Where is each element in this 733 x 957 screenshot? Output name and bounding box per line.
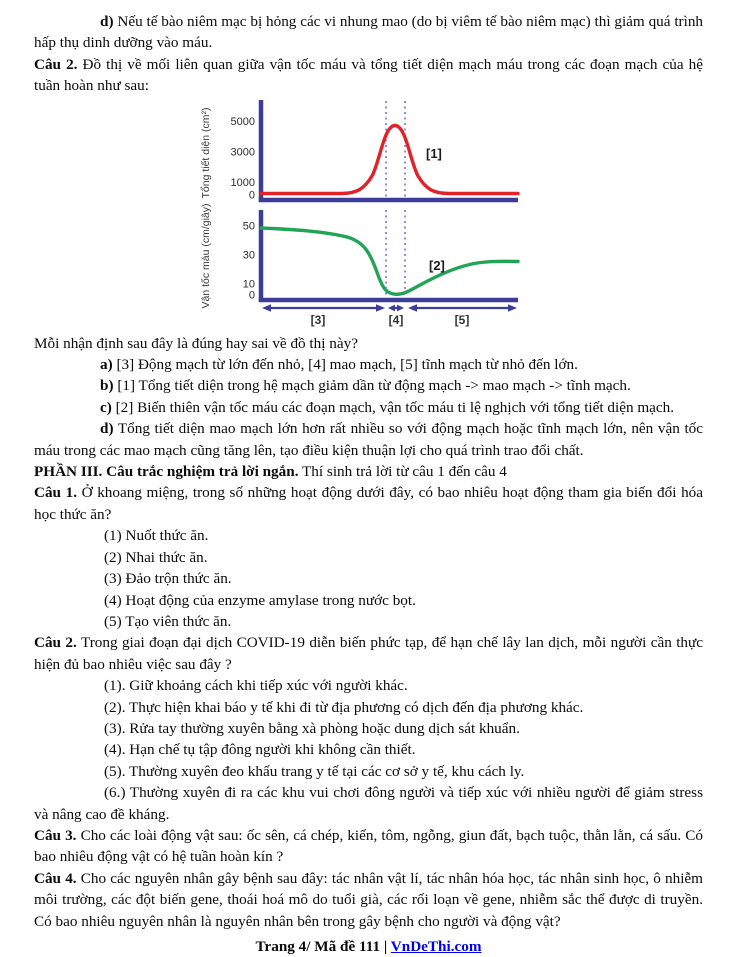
velocity-curve xyxy=(261,228,518,294)
q1-option-1: (1) Nuốt thức ăn. xyxy=(104,527,209,545)
question-3 xyxy=(34,825,703,868)
statement-d-marker: d) xyxy=(100,420,114,438)
bottom-y-ticks xyxy=(243,220,255,301)
segment-labels xyxy=(311,313,470,327)
segment-label-3: [3] xyxy=(310,312,326,327)
question-3-marker: Câu 3. xyxy=(34,826,77,844)
question-4-text: Cho các nguyên nhân gây bệnh sau đây: tác nhân vật lí, tác nhân hóa học, tác nhân sinh học, ô nhiễm môi trường, các đột biến gene, thoái hoá mô do tuổi già, các rối loạn về gene, nhiễm sắc thể được di truyền. Có bao nhiêu nguyên nhân là nguyên nhân bên trong gây bệnh cho người và động vật? xyxy=(34,869,703,930)
tick-5000: 5000 xyxy=(230,115,255,128)
statement-a-text: [3] Động mạch từ lớn đến nhỏ, [4] mao mạch, [5] tĩnh mạch từ nhỏ đến lớn. xyxy=(116,356,578,374)
tick-0-bottom: 0 xyxy=(248,289,255,302)
tick-10: 10 xyxy=(242,278,255,291)
question-2-marker: Câu 2. xyxy=(34,634,77,652)
vein-arrowhead-right xyxy=(508,304,517,312)
q1-option-3: (3) Đảo trộn thức ăn. xyxy=(104,570,232,588)
q1-option-4: (4) Hoạt động của enzyme amylase trong nước bọt. xyxy=(104,591,416,609)
curve1-label: [1] xyxy=(426,145,442,161)
question-4-marker: Câu 4. xyxy=(34,869,77,887)
prompt-line: Mỗi nhận định sau đây là đúng hay sai về đồ thị này? xyxy=(34,334,358,352)
vndethi-link[interactable]: VnDeThi.com xyxy=(390,938,482,955)
tick-3000: 3000 xyxy=(230,146,255,159)
statement-b-marker: b) xyxy=(100,377,114,395)
note-d-text: Nếu tế bào niêm mạc bị hỏng các vi nhung mao (do bị viêm tế bào niêm mạc) thì giảm quá trình hấp thụ dinh dưỡng vào máu. xyxy=(34,13,704,52)
q2-option-2: (2). Thực hiện khai báo y tế khi đi từ địa phương có dịch đến địa phương khác. xyxy=(104,698,584,716)
statement-a-marker: a) xyxy=(100,356,113,374)
question-1 xyxy=(34,482,703,525)
question-1-marker: Câu 1. xyxy=(34,484,78,502)
statement-b-text: [1] Tổng tiết diện trong hệ mạch giảm dần từ động mạch -> mao mạch -> tĩnh mạch. xyxy=(117,377,631,395)
part3-subtitle: Thí sinh trả lời từ câu 1 đến câu 4 xyxy=(302,463,507,481)
q1-option-5: (5) Tạo viên thức ăn. xyxy=(104,612,232,630)
q2-option-1: (1). Giữ khoảng cách khi tiếp xúc với người khác. xyxy=(104,677,408,695)
artery-arrowhead-left xyxy=(262,304,271,312)
note-d-marker: d) xyxy=(100,13,114,30)
segment-label-5: [5] xyxy=(454,312,470,327)
q2-option-5: (5). Thường xuyên đeo khẩu trang y tế tại các cơ sở y tế, khu cách ly. xyxy=(104,762,525,780)
statement-c-marker: c) xyxy=(100,398,112,416)
tick-1000: 1000 xyxy=(230,176,255,189)
statement-c xyxy=(34,397,703,418)
question-2 xyxy=(34,632,703,675)
statement-c-text: [2] Biến thiên vận tốc máu các đoạn mạch, vận tốc máu ti lệ nghịch với tổng tiết diện mạch. xyxy=(115,398,675,416)
q2-option-4: (4). Hạn chế tụ tập đông người khi không cần thiết. xyxy=(104,741,416,759)
footer-page-label: Trang 4/ Mã đề 111 | xyxy=(255,938,388,955)
question-4 xyxy=(34,868,703,932)
question-2-text: Trong giai đoạn đại dịch COVID-19 diễn biến phức tạp, để hạn chế lây lan dịch, mỗi người cần thực hiện đủ bao nhiêu việc sau đây ? xyxy=(34,634,703,673)
tick-50: 50 xyxy=(242,220,255,233)
bottom-chart xyxy=(200,203,518,308)
top-y-ticks xyxy=(231,116,255,202)
question2-marker: Câu 2. xyxy=(34,55,78,73)
q1-option-2: (2) Nhai thức ăn. xyxy=(104,548,208,566)
q2-option-3: (3). Rửa tay thường xuyên bằng xà phòng hoặc dung dịch sát khuẩn. xyxy=(104,719,520,737)
tick-0-top: 0 xyxy=(248,189,255,202)
question2-text: Đồ thị về mối liên quan giữa vận tốc máu và tổng tiết diện mạch máu trong các đoạn mạch của hệ tuần hoàn như sau: xyxy=(34,55,704,95)
vessel-segment-arrows xyxy=(262,304,517,312)
top-chart xyxy=(200,100,518,202)
cross-section-curve xyxy=(261,125,518,193)
artery-arrowhead-right xyxy=(376,304,385,312)
statement-a xyxy=(34,354,703,375)
bottom-y-axis-label: Vận tốc máu (cm/giây) xyxy=(200,203,212,309)
blood-vessel-chart xyxy=(195,98,527,328)
question-3-text: Cho các loài động vật sau: ốc sên, cá chép, kiến, tôm, ngỗng, giun đất, bạch tuộc, thằn lằn, cá sấu. Có bao nhiêu động vật có hệ tuần hoàn kín ? xyxy=(34,826,703,866)
question2-intro xyxy=(34,54,703,97)
statement-d-text: Tổng tiết diện mao mạch lớn hơn rất nhiều so với động mạch hoặc tĩnh mạch lớn, nên vận tốc máu trong các mao mạch cũng tăng lên, tạo điều kiện thuận lợi cho quá trình trao đổi chất. xyxy=(34,420,703,459)
question-1-text: Ở khoang miệng, trong số những hoạt động dưới đây, có bao nhiêu hoạt động tham gia biến đổi hóa học thức ăn? xyxy=(34,484,703,523)
segment-label-4: [4] xyxy=(388,312,404,327)
part3-heading xyxy=(34,461,703,482)
capillary-arrowhead-left xyxy=(388,304,395,311)
top-y-axis-label: Tổng tiết diện (cm²) xyxy=(200,107,212,199)
capillary-arrowhead-right xyxy=(397,304,404,311)
q2-option-6: (6.) Thường xuyên đi ra các khu vui chơi đông người và tiếp xúc với nhiều người để giảm stress và nâng cao đề kháng. xyxy=(34,784,703,823)
tick-30: 30 xyxy=(242,249,255,262)
vein-arrowhead-left xyxy=(408,304,417,312)
hemodynamics-figure xyxy=(195,98,527,328)
note-d xyxy=(34,11,703,54)
part3-title: PHẦN III. Câu trắc nghiệm trả lời ngắn. xyxy=(34,463,299,481)
curve2-label: [2] xyxy=(429,257,445,273)
page-footer xyxy=(34,936,703,957)
statement-b xyxy=(34,375,703,396)
statement-d xyxy=(34,418,703,461)
